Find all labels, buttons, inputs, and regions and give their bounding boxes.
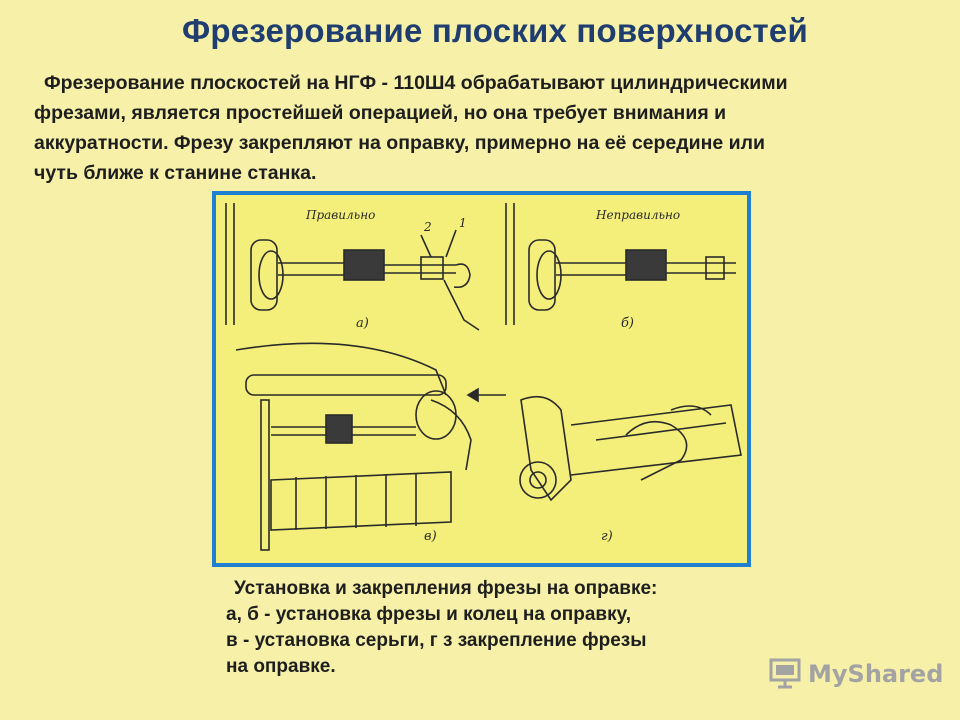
label-panel-v: в) [424, 529, 437, 544]
panel-g-drawing [520, 397, 741, 500]
label-incorrect: Неправильно [596, 208, 681, 222]
intro-line-1: Фрезерование плоскостей на НГФ - 110Ш4 обрабатывают цилиндрическими [44, 72, 788, 94]
callout-1: 1 [459, 216, 467, 230]
caption-line-1: Установка и закрепления фрезы на оправке: [234, 578, 658, 599]
panel-a-drawing [226, 203, 479, 330]
slide-title: Фрезерование плоских поверхностей [182, 12, 808, 49]
caption-line-2: а, б - установка фрезы и колец на оправку, [226, 604, 632, 625]
callout-2: 2 [424, 220, 432, 234]
technical-illustration [212, 191, 751, 567]
caption-line-3: в - установка серьги, г з закрепление фрезы [226, 630, 647, 651]
label-panel-a: а) [356, 316, 369, 331]
watermark-text: MyShared [808, 660, 944, 688]
figure-caption [226, 576, 786, 680]
label-correct: Правильно [306, 208, 376, 222]
intro-line-2: фрезами, является простейшей операцией, но она требует внимания и [34, 102, 727, 124]
intro-line-4: чуть ближе к станине станка. [34, 162, 317, 184]
intro-paragraph [34, 68, 944, 188]
intro-line-3: аккуратности. Фрезу закрепляют на оправку, примерно на её середине или [34, 132, 766, 154]
panel-v-drawing [236, 343, 506, 550]
illustration-drawing [216, 195, 747, 563]
watermark [768, 656, 944, 692]
label-panel-b: б) [621, 316, 635, 331]
label-panel-g: г) [601, 529, 613, 544]
projector-screen-icon [768, 656, 802, 690]
caption-line-4: на оправке. [226, 656, 336, 677]
